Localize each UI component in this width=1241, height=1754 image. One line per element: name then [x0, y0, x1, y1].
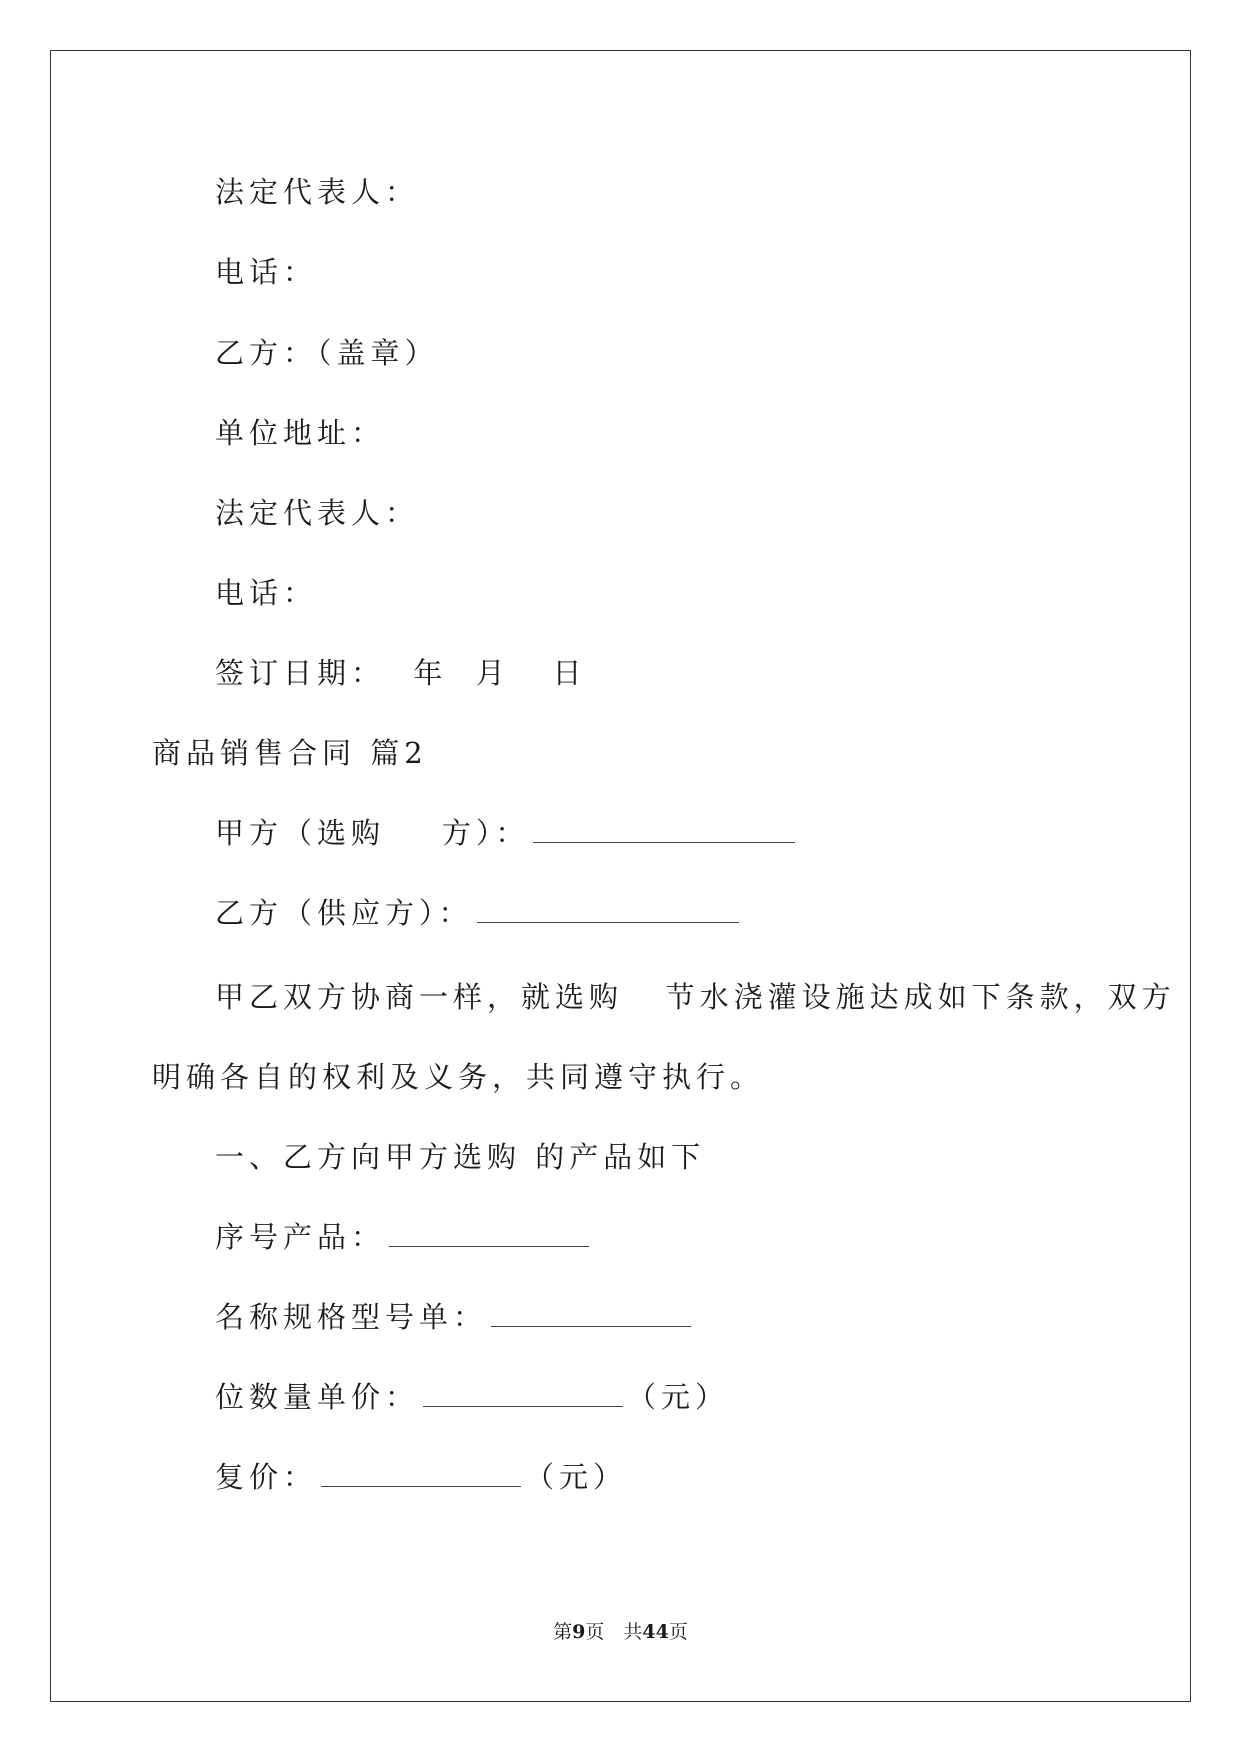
footer-total-pages: 44: [642, 1621, 669, 1643]
legal-representative-label: 法定代表人：: [215, 175, 420, 209]
serial-product-line: [215, 1217, 593, 1257]
party-b-supplier-line: [215, 893, 743, 933]
model-spec-label: 名称规格型号单：: [215, 1300, 488, 1334]
agreement-paragraph-line-2: 明确各自的权利及义务，共同遵守执行。: [152, 1060, 765, 1094]
unit-price-blank: [423, 1382, 623, 1407]
agreement-paragraph-line-1: 甲乙双方协商一样，就选购 节水浇灌设施达成如下条款，双方: [215, 980, 1176, 1014]
total-price-currency: （元）: [525, 1460, 628, 1494]
unit-price-line: [215, 1377, 729, 1417]
party-b-seal-label: 乙方：（盖章）: [215, 336, 439, 370]
unit-price-currency: （元）: [627, 1380, 730, 1414]
page-border: [50, 50, 1191, 1702]
serial-product-blank: [389, 1222, 589, 1247]
party-b-blank: [477, 898, 739, 923]
phone-label: 电话：: [215, 255, 318, 289]
footer-mid: 页 共: [585, 1621, 643, 1643]
total-price-line: [215, 1457, 627, 1497]
party-a-buyer-label: 甲方（选购 方）：: [215, 816, 530, 850]
footer-suffix: 页: [668, 1621, 688, 1643]
total-price-blank: [321, 1462, 521, 1487]
page-footer: [0, 1620, 1241, 1644]
footer-prefix: 第: [553, 1621, 573, 1643]
footer-page-number: 9: [572, 1621, 586, 1643]
total-price-label: 复价：: [215, 1460, 318, 1494]
serial-product-label: 序号产品：: [215, 1220, 386, 1254]
address-label: 单位地址：: [215, 416, 386, 450]
model-spec-line: [215, 1297, 695, 1337]
party-b-supplier-label: 乙方（供应方）：: [215, 896, 473, 930]
signing-date-label: 签订日期： 年 月 日: [215, 656, 587, 690]
model-spec-blank: [491, 1302, 691, 1327]
party-a-blank: [533, 818, 795, 843]
section-heading: 商品销售合同 篇2: [152, 736, 428, 770]
legal-representative-label-2: 法定代表人：: [215, 496, 420, 530]
phone-label-2: 电话：: [215, 576, 318, 610]
clause-one-heading: 一、乙方向甲方选购 的产品如下: [215, 1140, 706, 1174]
party-a-buyer-line: [215, 813, 799, 853]
unit-price-label: 位数量单价：: [215, 1380, 420, 1414]
